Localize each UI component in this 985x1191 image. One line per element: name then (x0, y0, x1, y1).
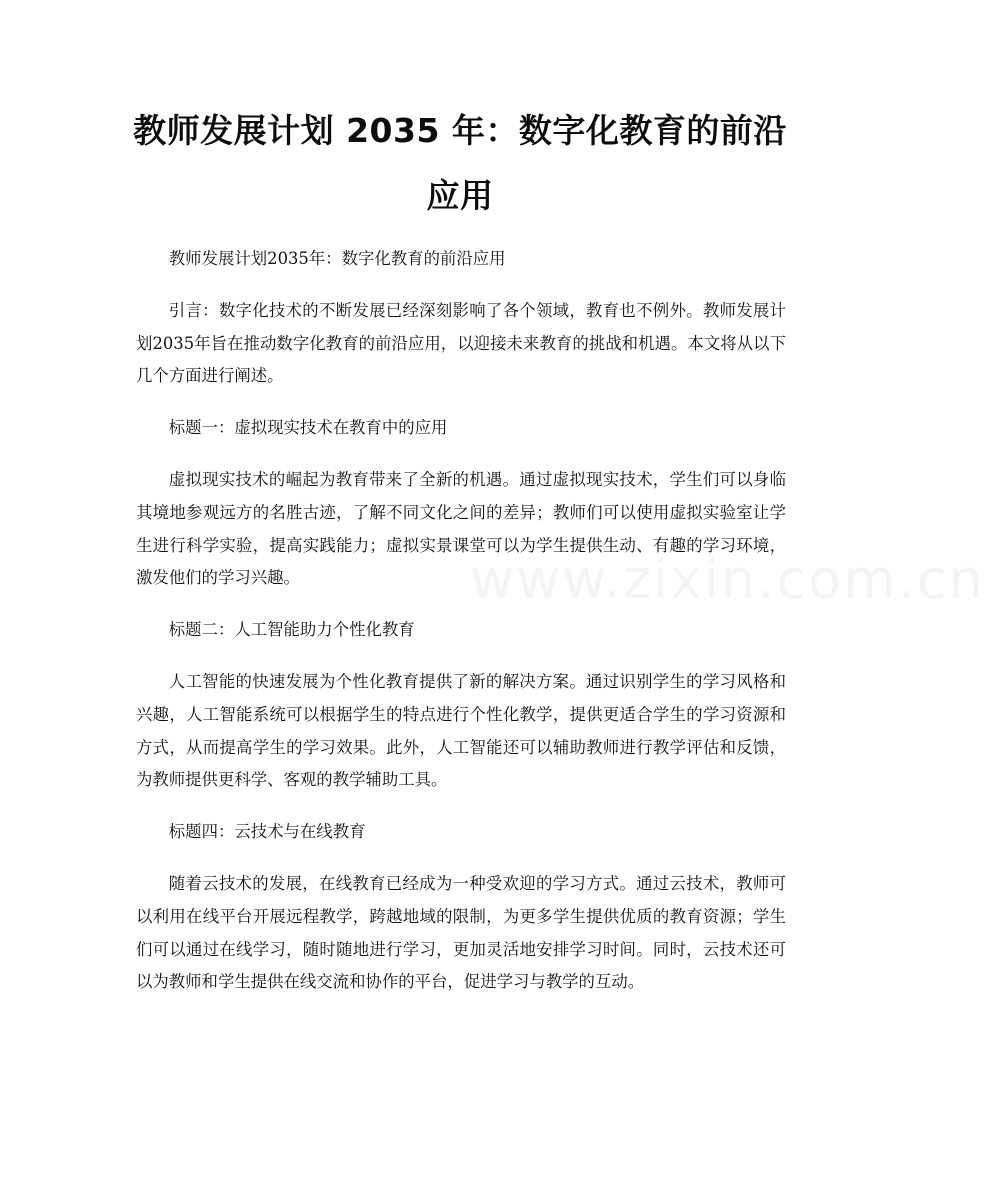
section-heading-1: 标题一：虚拟现实技术在教育中的应用 (168, 418, 448, 438)
document-title: 教师发展计划 2035 年：数字化教育的前沿应用 (133, 111, 787, 215)
document-body (136, 243, 786, 1018)
section-heading-2: 标题二：人工智能助力个性化教育 (168, 620, 415, 640)
section-heading-4: 标题四：云技术与在线教育 (168, 822, 366, 842)
paragraph-section-2: 人工智能的快速发展为个性化教育提供了新的解决方案。通过识别学生的学习风格和兴趣，人工智能系统可以根据学生的特点进行个性化教学，提供更适合学生的学习资源和方式，从而提高学生的学习效果。此外，人工智能还可以辅助教师进行教学评估和反馈，为教师提供更科学、客观的教学辅助工具。 (136, 672, 786, 790)
paragraph-section-4: 随着云技术的发展，在线教育已经成为一种受欢迎的学习方式。通过云技术，教师可以利用在线平台开展远程教学，跨越地域的限制，为更多学生提供优质的教育资源；学生们可以通过在线学习，随时随地进行学习，更加灵活地安排学习时间。同时，云技术还可以为教师和学生提供在线交流和协作的平台，促进学习与教学的互动。 (136, 874, 786, 992)
paragraph-section-1: 虚拟现实技术的崛起为教育带来了全新的机遇。通过虚拟现实技术，学生们可以身临其境地参观远方的名胜古迹，了解不同文化之间的差异；教师们可以使用虚拟实验室让学生进行科学实验，提高实践能力；虚拟实景课堂可以为学生提供生动、有趣的学习环境，激发他们的学习兴趣。 (136, 470, 786, 588)
paragraph-intro: 引言：数字化技术的不断发展已经深刻影响了各个领域，教育也不例外。教师发展计划2035年旨在推动数字化教育的前沿应用，以迎接未来教育的挑战和机遇。本文将从以下几个方面进行阐述。 (136, 301, 786, 386)
paragraph-subtitle: 教师发展计划2035年：数字化教育的前沿应用 (168, 249, 506, 268)
watermark: www.zixin.com.cn (470, 548, 985, 611)
